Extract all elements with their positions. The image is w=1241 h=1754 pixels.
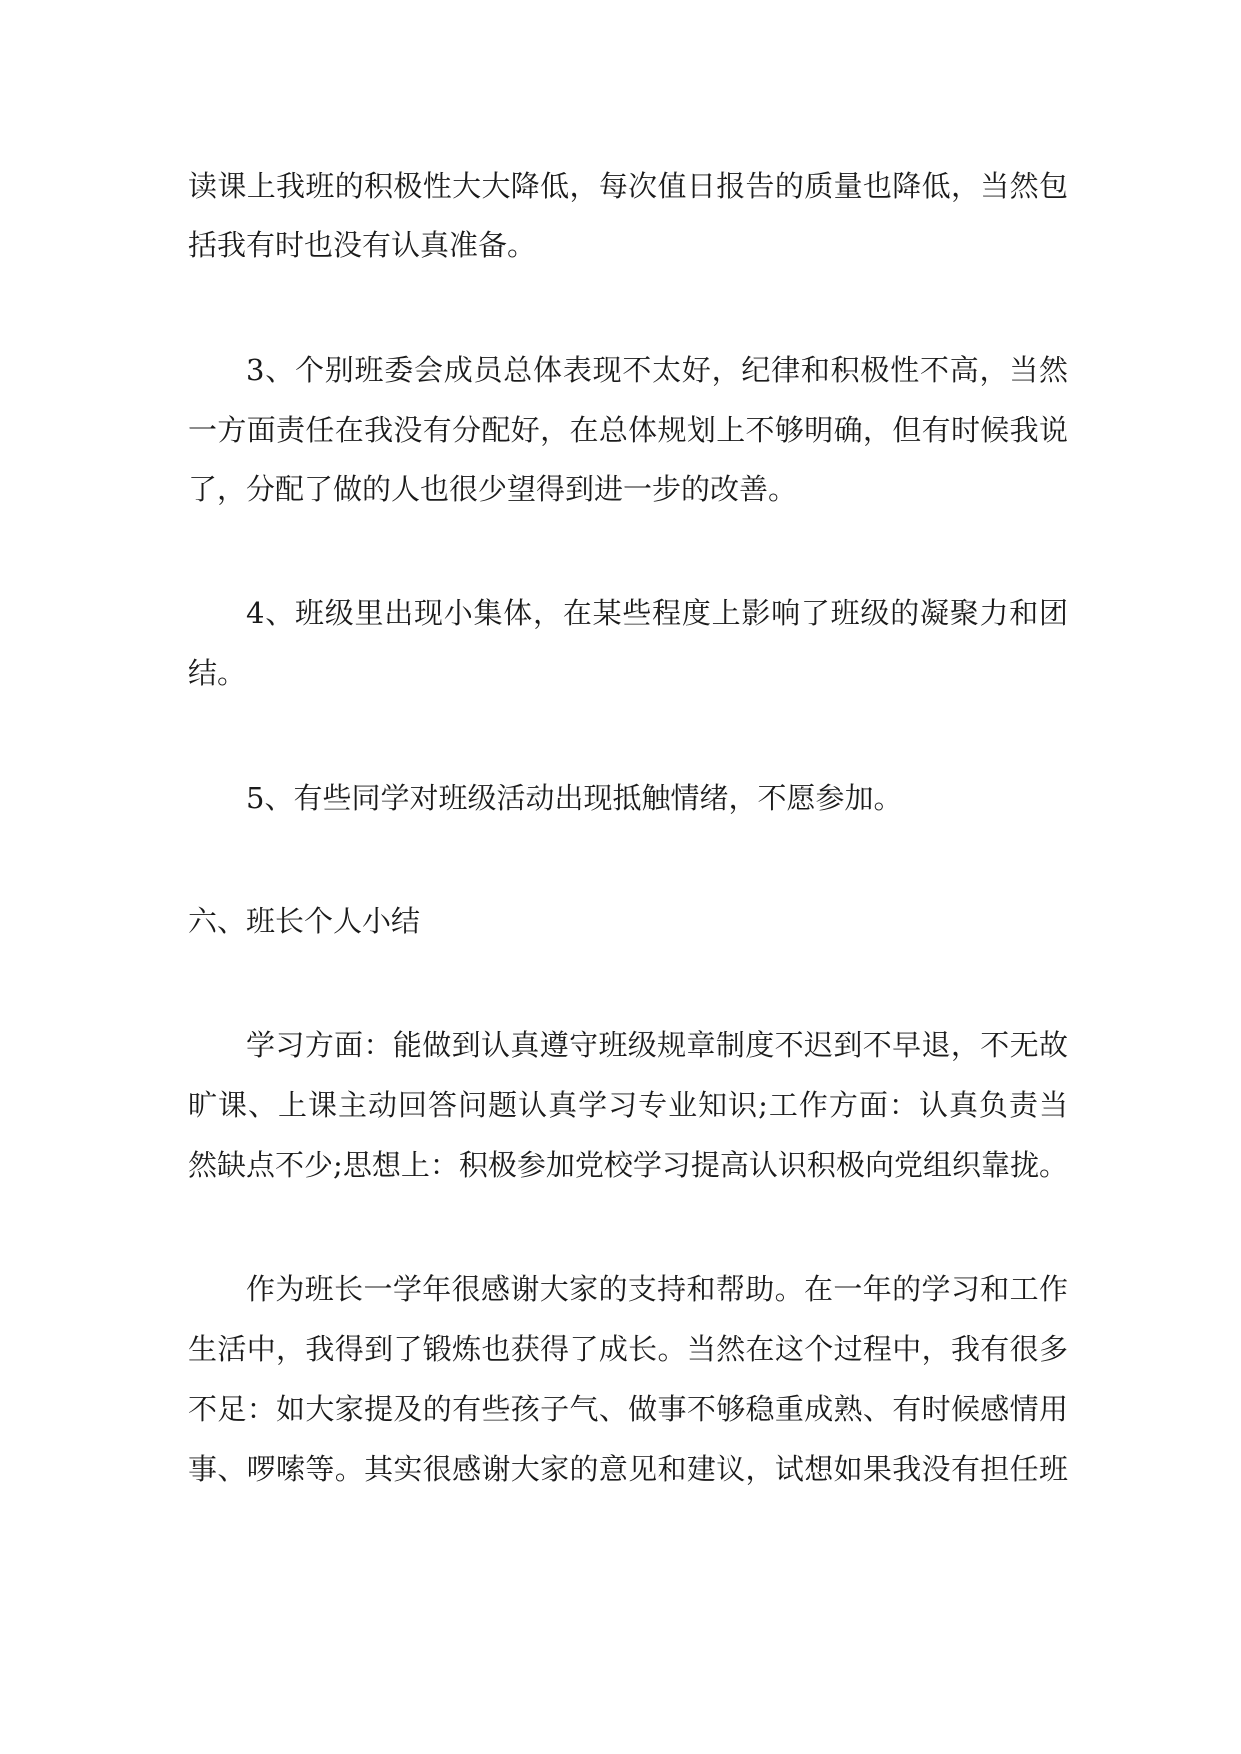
text-line: 3、个别班委会成员总体表现不太好，纪律和积极性不高，当然 (246, 353, 1068, 387)
text-line: 事、啰嗦等。其实很感谢大家的意见和建议，试想如果我没有担任班 (188, 1452, 1068, 1486)
text-line: 生活中，我得到了锻炼也获得了成长。当然在这个过程中，我有很多 (188, 1332, 1068, 1366)
section-heading: 六、班长个人小结 (188, 904, 421, 938)
text-line: 读课上我班的积极性大大降低，每次值日报告的质量也降低，当然包 (188, 169, 1068, 203)
text-line: 结。 (188, 656, 247, 690)
text-line: 5、有些同学对班级活动出现抵触情绪，不愿参加。 (246, 781, 903, 815)
text-line: 括我有时也没有认真准备。 (188, 228, 537, 262)
text-line: 4、班级里出现小集体，在某些程度上影响了班级的凝聚力和团 (246, 596, 1068, 630)
text-line: 一方面责任在我没有分配好，在总体规划上不够明确，但有时候我说 (188, 413, 1068, 447)
text-line: 学习方面：能做到认真遵守班级规章制度不迟到不早退，不无故 (246, 1028, 1068, 1062)
text-line: 不足：如大家提及的有些孩子气、做事不够稳重成熟、有时候感情用 (188, 1392, 1068, 1426)
text-line: 作为班长一学年很感谢大家的支持和帮助。在一年的学习和工作 (246, 1272, 1068, 1306)
text-line: 了，分配了做的人也很少望得到进一步的改善。 (188, 472, 798, 506)
text-line: 旷课、上课主动回答问题认真学习专业知识;工作方面：认真负责当 (188, 1088, 1068, 1122)
text-line: 然缺点不少;思想上：积极参加党校学习提高认识积极向党组织靠拢。 (188, 1148, 1068, 1182)
